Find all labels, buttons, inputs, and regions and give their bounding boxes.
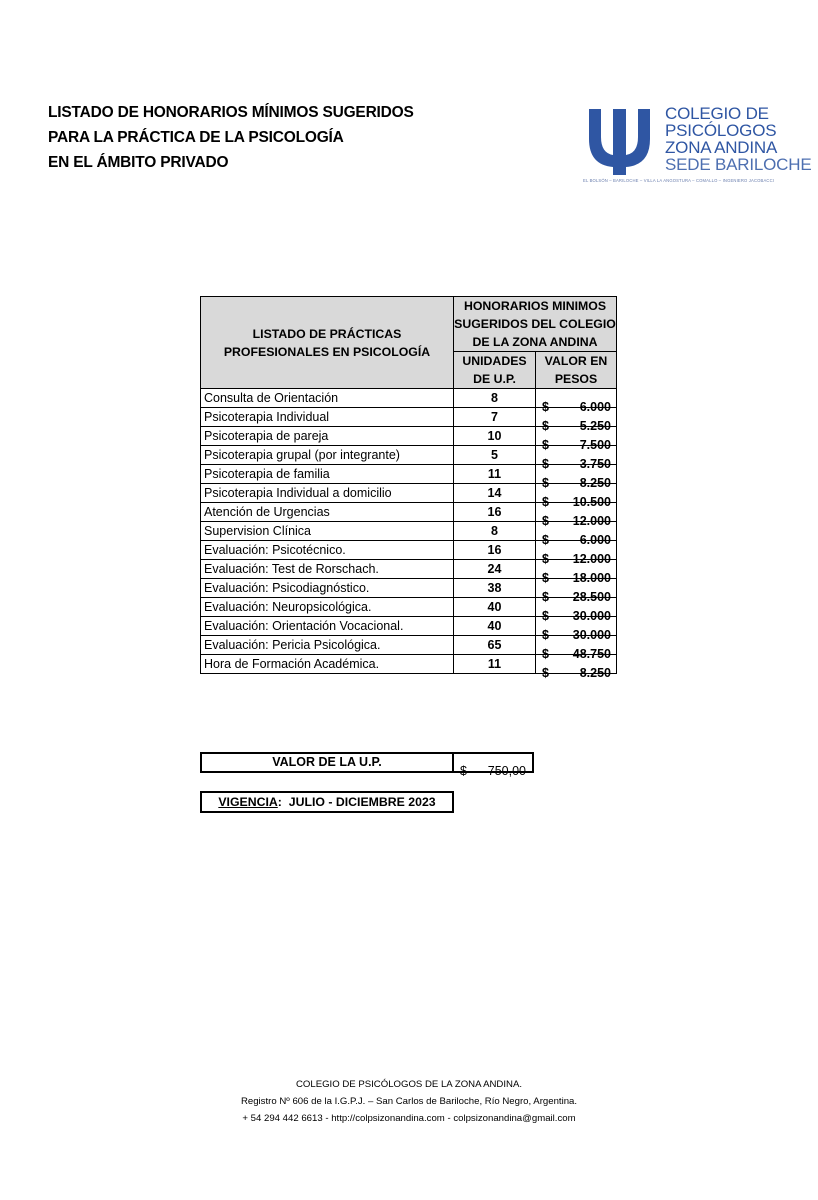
currency-symbol: $ <box>542 514 549 528</box>
practice-units: 38 <box>454 579 536 598</box>
practice-amount: 12.000 <box>572 552 611 566</box>
up-amount: 750,00 <box>487 763 526 778</box>
practice-amount: 7.500 <box>579 438 611 452</box>
practice-units: 24 <box>454 560 536 579</box>
practice-name: Psicoterapia de familia <box>201 465 454 484</box>
validity-box <box>200 791 454 813</box>
currency-symbol: $ <box>542 666 549 680</box>
practice-name: Evaluación: Psicodiagnóstico. <box>201 579 454 598</box>
practice-units: 8 <box>454 389 536 408</box>
practice-amount: 6.000 <box>579 533 611 547</box>
practice-amount: 30.000 <box>572 628 611 642</box>
table-row <box>201 503 617 522</box>
practice-value <box>536 446 617 471</box>
practice-units: 7 <box>454 408 536 427</box>
currency-symbol: $ <box>542 590 549 604</box>
footer <box>0 1076 818 1127</box>
practice-units: 40 <box>454 617 536 636</box>
currency-symbol: $ <box>542 400 549 414</box>
practice-value <box>536 617 617 642</box>
practice-units: 11 <box>454 465 536 484</box>
practice-units: 11 <box>454 655 536 674</box>
logo-line: SEDE BARILOCHE <box>665 155 812 174</box>
validity-period: JULIO - DICIEMBRE 2023 <box>288 795 436 809</box>
practice-units: 14 <box>454 484 536 503</box>
footer-line: COLEGIO DE PSICÓLOGOS DE LA ZONA ANDINA. <box>295 1079 523 1090</box>
currency-symbol: $ <box>542 628 549 642</box>
logo-line: ZONA ANDINA <box>665 138 778 157</box>
validity-separator: : <box>277 795 282 809</box>
practice-value <box>536 636 617 661</box>
practice-value <box>536 408 617 433</box>
practice-value <box>536 522 617 547</box>
table-row <box>201 427 617 446</box>
practice-amount: 6.000 <box>579 400 611 414</box>
currency-symbol: $ <box>542 457 549 471</box>
up-value <box>453 753 533 778</box>
practice-amount: 28.500 <box>572 590 611 604</box>
practice-value <box>536 389 617 414</box>
practice-name: Evaluación: Test de Rorschach. <box>201 560 454 579</box>
practice-value <box>536 503 617 528</box>
currency-symbol: $ <box>542 476 549 490</box>
practice-value <box>536 427 617 452</box>
practice-name: Psicoterapia grupal (por integrante) <box>201 446 454 465</box>
psi-logo-icon <box>583 107 656 175</box>
practice-units: 5 <box>454 446 536 465</box>
table-row <box>201 579 617 598</box>
title-line: PARA LA PRÁCTICA DE LA PSICOLOGÍA <box>48 129 344 146</box>
practice-units: 16 <box>454 541 536 560</box>
table-row <box>201 560 617 579</box>
practice-amount: 18.000 <box>572 571 611 585</box>
practice-value <box>536 560 617 585</box>
practices-header: LISTADO DE PRÁCTICAS PROFESIONALES EN PSICOLOGÍA <box>201 297 454 389</box>
currency-symbol: $ <box>542 533 549 547</box>
practice-name: Evaluación: Psicotécnico. <box>201 541 454 560</box>
practice-value <box>536 598 617 623</box>
practice-name: Psicoterapia Individual <box>201 408 454 427</box>
practice-amount: 5.250 <box>579 419 611 433</box>
practice-amount: 12.000 <box>572 514 611 528</box>
currency-symbol: $ <box>542 438 549 452</box>
practice-units: 16 <box>454 503 536 522</box>
table-row <box>201 465 617 484</box>
table-row <box>201 446 617 465</box>
logo-wordmark <box>665 105 811 173</box>
practice-name: Supervision Clínica <box>201 522 454 541</box>
currency-symbol: $ <box>460 763 467 778</box>
currency-symbol: $ <box>542 571 549 585</box>
table-row <box>201 484 617 503</box>
table-row <box>201 655 617 674</box>
practice-amount: 30.000 <box>572 609 611 623</box>
practice-value <box>536 465 617 490</box>
table-row <box>201 636 617 655</box>
practice-amount: 3.750 <box>579 457 611 471</box>
practice-name: Evaluación: Orientación Vocacional. <box>201 617 454 636</box>
practice-amount: 8.250 <box>579 476 611 490</box>
title-line: EN EL ÁMBITO PRIVADO <box>48 154 229 171</box>
logo-line: PSICÓLOGOS <box>665 121 777 140</box>
fees-table <box>200 296 617 680</box>
table-row <box>201 389 617 408</box>
footer-line: Registro Nº 606 de la I.G.P.J. – San Carlos de Bariloche, Río Negro, Argentina. <box>240 1096 578 1107</box>
logo-tagline: EL BOLSÓN – BARILOCHE – VILLA LA ANGOSTURA – COMALLO – INGENIERO JACOBACCI <box>583 178 775 183</box>
practice-name: Evaluación: Neuropsicológica. <box>201 598 454 617</box>
college-logo <box>583 104 812 187</box>
document-title <box>48 100 414 175</box>
practice-value <box>536 484 617 509</box>
practice-amount: 10.500 <box>572 495 611 509</box>
up-label: VALOR DE LA U.P. <box>201 753 453 772</box>
practice-value <box>536 655 617 680</box>
up-value-box <box>200 752 534 778</box>
units-column-header: UNIDADES DE U.P. <box>454 352 536 389</box>
practice-units: 10 <box>454 427 536 446</box>
table-row <box>201 408 617 427</box>
practice-name: Psicoterapia Individual a domicilio <box>201 484 454 503</box>
value-column-header: VALOR EN PESOS <box>536 352 617 389</box>
practice-amount: 48.750 <box>572 647 611 661</box>
currency-symbol: $ <box>542 495 549 509</box>
currency-symbol: $ <box>542 647 549 661</box>
footer-line: + 54 294 442 6613 - http://colpsizonandina.com - colpsizonandina@gmail.com <box>242 1113 576 1124</box>
table-row <box>201 522 617 541</box>
practice-value <box>536 541 617 566</box>
practice-name: Atención de Urgencias <box>201 503 454 522</box>
title-line: LISTADO DE HONORARIOS MÍNIMOS SUGERIDOS <box>48 104 414 121</box>
practice-name: Psicoterapia de pareja <box>201 427 454 446</box>
practice-value <box>536 579 617 604</box>
table-row <box>201 617 617 636</box>
fees-group-header: HONORARIOS MINIMOS SUGERIDOS DEL COLEGIO DE LA ZONA ANDINA <box>454 297 617 352</box>
practice-name: Evaluación: Pericia Psicológica. <box>201 636 454 655</box>
currency-symbol: $ <box>542 552 549 566</box>
logo-line: COLEGIO DE <box>665 104 769 123</box>
practice-units: 8 <box>454 522 536 541</box>
table-row <box>201 541 617 560</box>
practice-name: Consulta de Orientación <box>201 389 454 408</box>
practice-amount: 8.250 <box>579 666 611 680</box>
practice-name: Hora de Formación Académica. <box>201 655 454 674</box>
validity-label: VIGENCIA <box>218 795 278 809</box>
table-row <box>201 598 617 617</box>
practice-units: 40 <box>454 598 536 617</box>
practice-units: 65 <box>454 636 536 655</box>
currency-symbol: $ <box>542 609 549 623</box>
currency-symbol: $ <box>542 419 549 433</box>
